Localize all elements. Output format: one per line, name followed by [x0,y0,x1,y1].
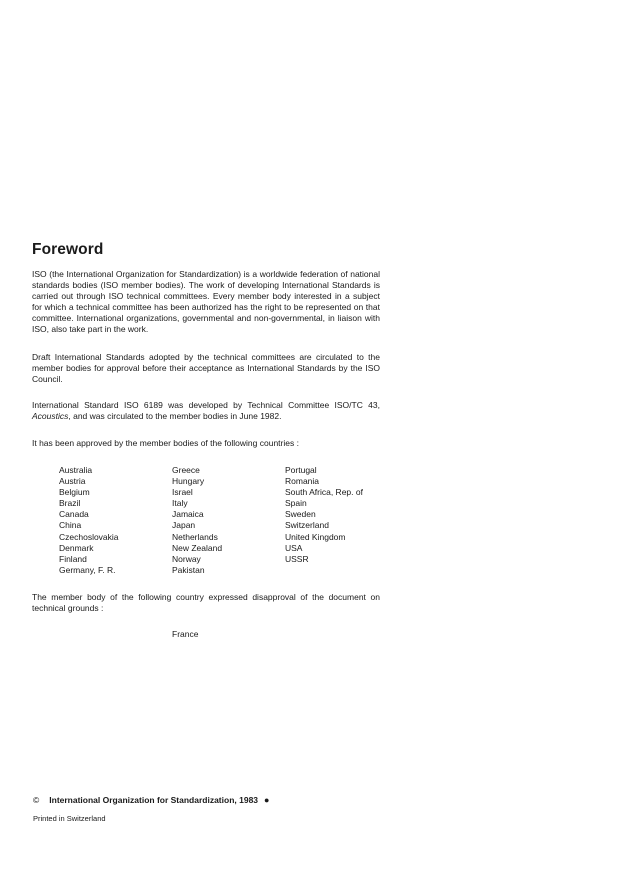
country-item: China [59,520,82,531]
country-column-2 [172,465,222,576]
country-item: New Zealand [172,542,223,553]
country-item: South Africa, Rep. of [285,487,363,498]
country-item: Spain [285,498,307,509]
country-item: Germany, F. R. [59,564,116,575]
country-item: Australia [59,465,93,475]
bullet-icon: ● [264,795,270,805]
disapproval-intro: The member body of the following country expressed disapproval of the document on technical grounds : [32,592,380,614]
committee-name: Acoustics [32,411,69,422]
country-item: Canada [59,509,89,520]
country-item: Pakistan [172,564,205,575]
country-item: United Kingdom [285,531,346,542]
country-item: Switzerland [285,520,329,531]
copyright-symbol: © [33,795,40,805]
disapproving-country: France [172,629,199,639]
standard-text-after: , and was circulated to the member bodies in June 1982. [68,411,282,422]
country-column-3 [285,465,363,565]
country-column-1 [59,465,119,576]
country-item: Belgium [59,487,90,498]
draft-paragraph: Draft International Standards adopted by the technical committees are circulated to the member bodies for approval before their acceptance as International Standards by the ISO Council. [32,352,380,385]
country-item: Greece [172,465,200,475]
country-item: Israel [172,487,193,498]
country-item: USSR [285,553,309,564]
approval-intro: It has been approved by the member bodies of the following countries : [32,438,299,448]
country-item: Brazil [59,498,81,509]
printed-note: Printed in Switzerland [33,814,106,823]
country-item: Japan [172,520,196,531]
country-item: Austria [59,476,86,487]
country-item: Portugal [285,465,317,475]
standard-text-before: International Standard ISO 6189 was developed by Technical Committee ISO/TC 43, [32,400,380,410]
country-item: Netherlands [172,531,218,542]
country-item: Sweden [285,509,316,520]
intro-paragraph: ISO (the International Organization for Standardization) is a worldwide federation of national standards bodies (ISO member bodies). The work of developing International Standards is carried out through ISO technical committees. Every member body interested in a subject for which a technical committee has been authorized has the right to be represented on that committee. International organizations, governmental and non-governmental, in liaison with ISO, also take part in the work. [32,269,380,335]
country-item: Finland [59,553,87,564]
country-item: Jamaica [172,509,204,520]
country-item: Denmark [59,542,94,553]
country-item: Czechoslovakia [59,531,119,542]
copyright-text: International Organization for Standardization, 1983 [49,795,259,805]
standard-paragraph [32,400,380,422]
copyright-line [33,795,269,805]
country-item: Norway [172,553,201,564]
page-title: Foreword [32,241,104,258]
country-item: Hungary [172,476,205,487]
country-item: Italy [172,498,188,509]
country-item: Romania [285,476,320,487]
country-item: USA [285,542,303,553]
